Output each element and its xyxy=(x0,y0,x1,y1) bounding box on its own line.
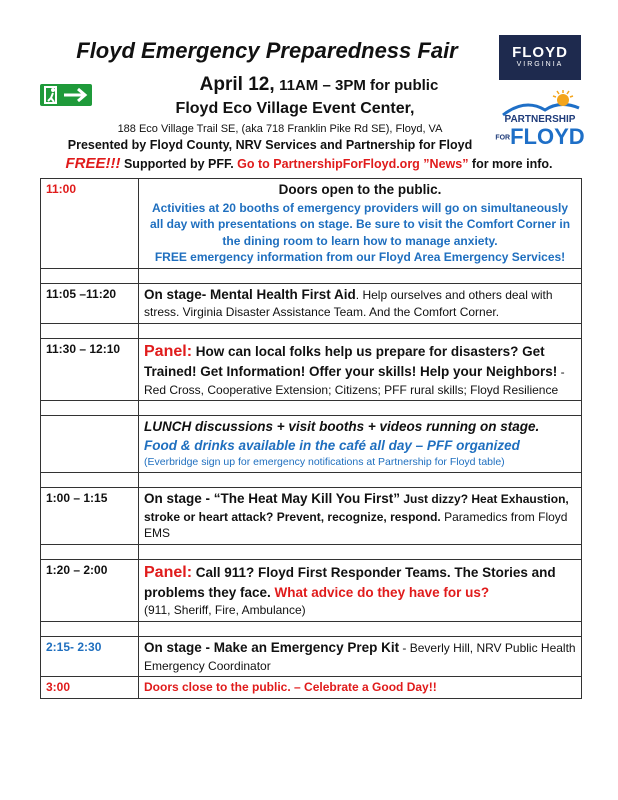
event-title: On stage - “The Heat May Kill You First” xyxy=(144,490,401,506)
spacer-row xyxy=(41,472,582,487)
event-description: Activities at 20 booths of emergency providers will go on simultaneously all day with presentations on stage. Be sure to visit the Comfort Corner in the dining room to learn how to manage anxiety. xyxy=(149,200,571,248)
event-description: FREE emergency information from our Floyd Area Emergency Services! xyxy=(154,250,566,265)
schedule-row xyxy=(41,677,582,699)
event-date: April 12, xyxy=(199,74,275,95)
pff-logo-floyd-text: FLOYD xyxy=(510,124,585,149)
event-title: On stage- Mental Health First Aid xyxy=(144,286,356,302)
event-cell xyxy=(139,559,582,621)
panel-label: Panel: xyxy=(144,563,193,581)
event-subtitle: Just dizzy? Heat Exhaustion, stroke or heart attack? Prevent, recognize, respond. xyxy=(144,491,569,524)
schedule-row xyxy=(41,559,582,621)
floyd-logo-text: FLOYD xyxy=(512,44,568,61)
spacer-row xyxy=(41,268,582,283)
schedule-row xyxy=(41,179,582,269)
spacer-row xyxy=(41,621,582,636)
pff-logo-bottom-text xyxy=(495,124,585,150)
event-cell xyxy=(139,636,582,676)
event-heading: Doors open to the public. xyxy=(278,182,442,197)
free-label: FREE!!! xyxy=(65,155,121,172)
event-address: 188 Eco Village Trail SE, (aka 718 Franklin Pike Rd SE), Floyd, VA xyxy=(117,123,443,135)
panel-label: Panel: xyxy=(144,342,193,360)
event-description: Paramedics from Floyd EMS xyxy=(144,509,568,541)
more-info-text: for more info. xyxy=(468,157,553,171)
time-cell: 3:00 xyxy=(41,677,139,699)
schedule-row xyxy=(41,416,582,473)
time-cell xyxy=(41,416,139,473)
event-cell xyxy=(139,487,582,544)
schedule-row xyxy=(41,283,582,323)
time-cell: 2:15- 2:30 xyxy=(41,636,139,676)
website-link-text: Go to PartnershipForFloyd.org ”News” xyxy=(237,157,469,171)
event-description: . Help ourselves and others deal with stress. Virginia Disaster Assistance Team. And the Comfort Corner. xyxy=(144,287,553,320)
supported-text: Supported by PFF. xyxy=(120,157,238,171)
presented-by: Presented by Floyd County, NRV Services and Partnership for Floyd xyxy=(67,138,473,152)
event-question: What advice do they have for us? xyxy=(274,584,490,600)
time-cell: 11:30 – 12:10 xyxy=(41,338,139,400)
event-cell: Doors close to the public. – Celebrate a Good Day!! xyxy=(139,677,582,699)
event-note: (Everbridge sign up for emergency notifications at Partnership for Floyd table) xyxy=(144,456,505,469)
spacer-row xyxy=(41,401,582,416)
schedule-row xyxy=(41,636,582,676)
event-venue: Floyd Eco Village Event Center, xyxy=(175,100,415,117)
event-title: LUNCH discussions + visit booths + videos running on stage. xyxy=(144,419,540,435)
event-hours: 11AM – 3PM for public xyxy=(279,77,439,94)
time-cell: 1:20 – 2:00 xyxy=(41,559,139,621)
schedule-row xyxy=(41,338,582,400)
event-title: Call 911? Floyd First Responder Teams. The Stories and problems they face. xyxy=(144,564,556,600)
event-cell xyxy=(139,283,582,323)
pff-logo-top-text: PARTNERSHIP xyxy=(504,114,576,125)
time-cell: 11:00 xyxy=(41,179,139,269)
free-line xyxy=(0,155,618,172)
event-description: - Beverly Hill, NRV Public Health Emergency Coordinator xyxy=(144,640,576,673)
spacer-row xyxy=(41,323,582,338)
schedule-row xyxy=(41,487,582,544)
time-cell: 11:05 –11:20 xyxy=(41,283,139,323)
event-title: How can local folks help us prepare for disasters? Get Trained! Get Information! Offer your skills! Help your Neighbors! xyxy=(144,343,558,380)
floyd-virginia-logo xyxy=(499,35,581,80)
event-description: (911, Sheriff, Fire, Ambulance) xyxy=(144,603,306,618)
event-cell xyxy=(139,179,582,269)
partnership-for-floyd-logo xyxy=(495,88,585,152)
spacer-row xyxy=(41,544,582,559)
event-cell xyxy=(139,416,582,473)
schedule-table xyxy=(40,178,582,699)
pff-logo-side-text: FOR xyxy=(495,134,511,142)
event-description: Food & drinks available in the café all day – PFF organized xyxy=(144,437,520,453)
event-title: On stage - Make an Emergency Prep Kit xyxy=(144,639,400,655)
page-title: Floyd Emergency Preparedness Fair xyxy=(76,38,458,63)
time-cell: 1:00 – 1:15 xyxy=(41,487,139,544)
virginia-logo-text: VIRGINIA xyxy=(516,61,564,68)
event-description: - Red Cross, Cooperative Extension; Citizens; PFF rural skills; Floyd Resilience xyxy=(144,365,565,397)
event-cell xyxy=(139,338,582,400)
